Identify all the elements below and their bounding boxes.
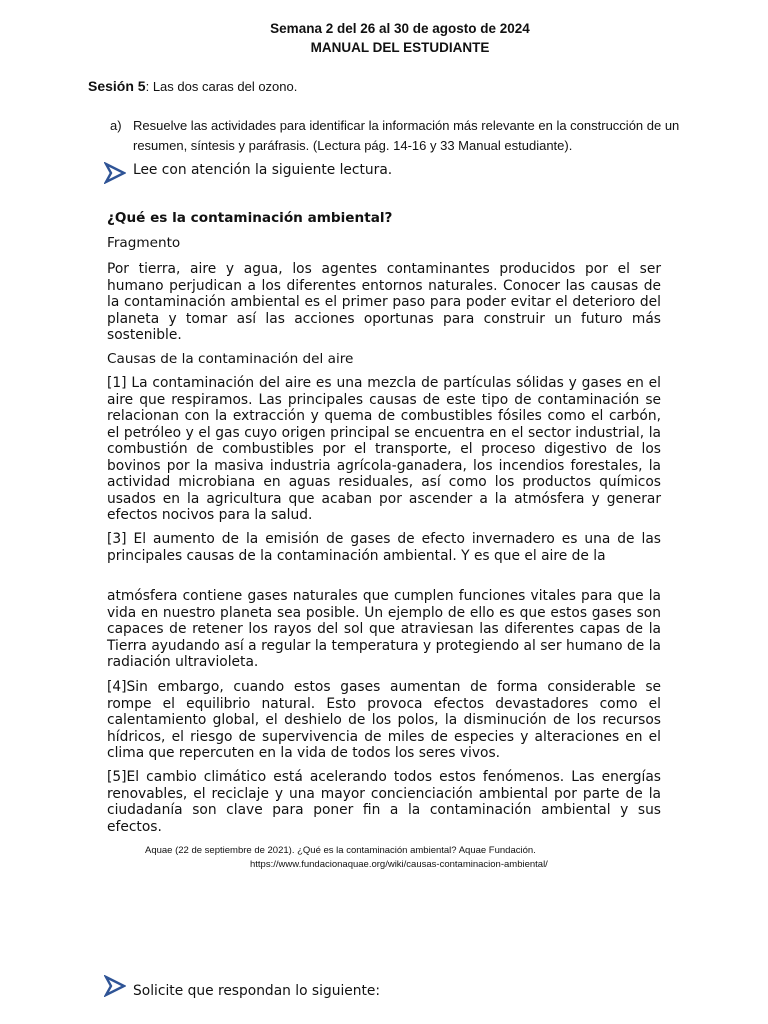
citation-source: Aquae (22 de septiembre de 2021). ¿Qué es la contaminación ambiental? Aquae Fundación. — [145, 845, 536, 856]
paragraph-1: [1] La contaminación del aire es una mezcla de partículas sólidas y gases en el aire que respiramos. Las principales causas de este tipo de contaminación se relacionan con la extracción y quema de combustibles fósiles como el carbón, el petróleo y el gas cuyo origen principal se encuentra en el sector industrial, la combustión de combustibles por el transporte, el proceso digestivo de los bovinos por la masiva industria agrícola-ganadera, los incendios forestales, la actividad microbiana en aguas residuales, así como los productos químicos usados en la agricultura que acaban por ascender a la atmósfera y generar efectos nocivos para la salud. — [107, 375, 661, 523]
activity-text: Resuelve las actividades para identificar la información más relevante en la construcción de un resumen, síntesis y paráfrasis. (Lectura pág. 14-16 y 33 Manual estudiante). — [133, 118, 680, 153]
paragraph-3-part2: atmósfera contiene gases naturales que cumplen funciones vitales para que la vida en nuestro planeta sea posible. Un ejemplo de ello es que estos gases son capaces de retener los rayos del sol que atraviesan las diferentes capas de la Tierra ayudando así a regular la temperatura y protegiendo al ser humano de la radiación ultravioleta. — [107, 588, 661, 670]
header-manual-title: MANUAL DEL ESTUDIANTE — [310, 40, 490, 55]
paragraph-3-part1: [3] El aumento de la emisión de gases de efecto invernadero es una de las principales causas de la contaminación ambiental. Y es que el aire de la — [107, 531, 661, 564]
reading-intro: Por tierra, aire y agua, los agentes contaminantes producidos por el ser humano perjudican a los diferentes entornos naturales. Conocer las causas de la contaminación ambiental es el primer paso para poder evitar el deterioro del planeta y tomar así las acciones oportunas para construir un futuro más sostenible. — [107, 261, 661, 343]
activity-marker: a) — [110, 118, 122, 133]
session-text: : Las dos caras del ozono. — [145, 79, 298, 94]
paragraph-4: [4]Sin embargo, cuando estos gases aumentan de forma considerable se rompe el equilibrio natural. Esto provoca efectos devastadores como el calentamiento global, el deshielo de los polos, la disminución de los recursos hídricos, el riesgo de supervivencia de miles de especies y alteraciones en el clima que repercuten en la vida de todos los seres vivos. — [107, 679, 661, 761]
section-heading: Causas de la contaminación del aire — [107, 351, 354, 367]
arrow-bullet-icon — [104, 162, 126, 184]
instruction-read: Lee con atención la siguiente lectura. — [133, 162, 393, 178]
activity-item — [110, 116, 720, 156]
reading-subtitle: Fragmento — [107, 235, 181, 251]
session-label: Sesión 5 — [88, 78, 146, 94]
arrow-bullet-icon — [104, 975, 126, 997]
instruction-respond: Solicite que respondan lo siguiente: — [133, 983, 381, 999]
paragraph-5: [5]El cambio climático está acelerando todos estos fenómenos. Las energías renovables, el reciclaje y una mayor concienciación ambiental por parte de la ciudadanía son clave para poner fin a la contaminación ambiental y sus efectos. — [107, 769, 661, 835]
citation-url: https://www.fundacionaquae.org/wiki/causas-contaminacion-ambiental/ — [250, 859, 548, 870]
session-line — [88, 78, 297, 94]
header-week: Semana 2 del 26 al 30 de agosto de 2024 — [270, 21, 530, 36]
reading-title: ¿Qué es la contaminación ambiental? — [107, 210, 393, 226]
